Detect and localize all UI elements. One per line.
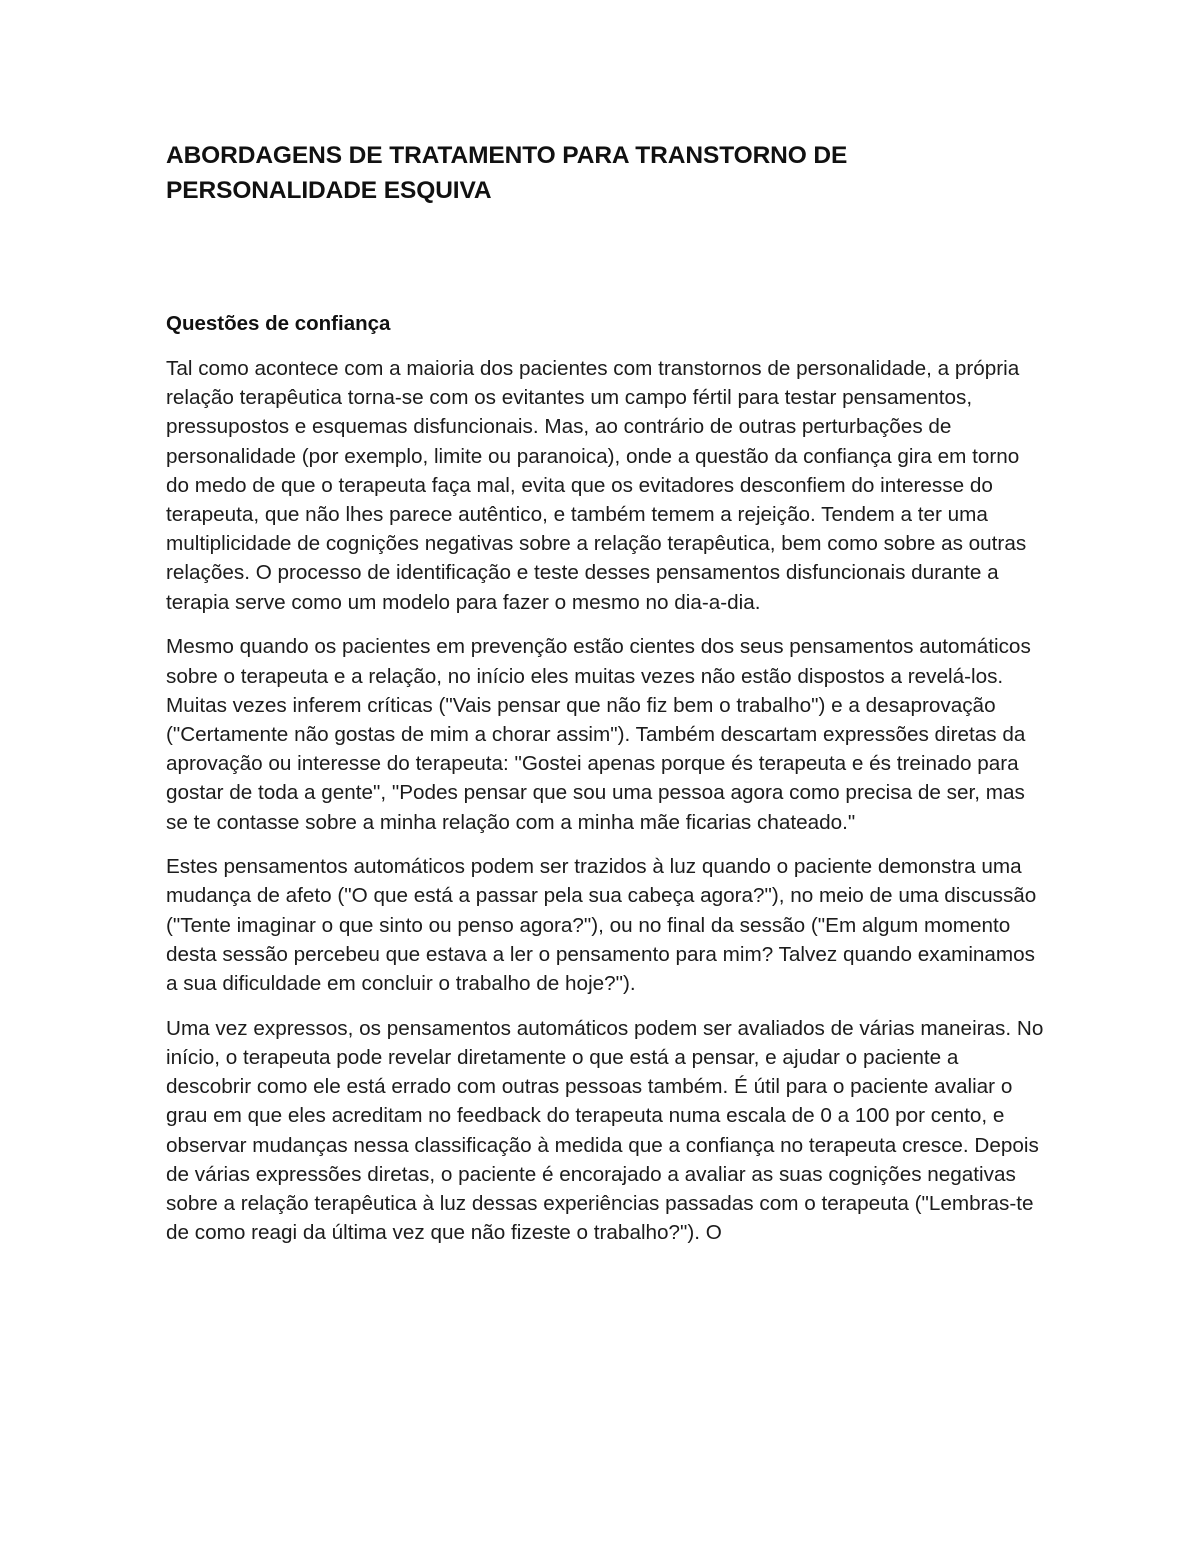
paragraph-2: Mesmo quando os pacientes em prevenção estão cientes dos seus pensamentos automáticos sobre o terapeuta e a relação, no início eles muitas vezes não estão dispostos a revelá-los. Muitas vezes inferem críticas ("Vais pensar que não fiz bem o trabalho") e a desaprovação ("Certamente não gostas de mim a chorar assim"). Também descartam expressões diretas da aprovação ou interesse do terapeuta: "Gostei apenas porque és terapeuta e és treinado para gostar de toda a gente", "Podes pensar que sou uma pessoa agora como precisa de ser, mas se te contasse sobre a minha relação com a minha mãe ficarias chateado." (166, 635, 1031, 834)
document-title-line-2: PERSONALIDADE ESQUIVA (166, 177, 492, 204)
paragraph-4: Uma vez expressos, os pensamentos automáticos podem ser avaliados de várias maneiras. No início, o terapeuta pode revelar diretamente o que está a pensar, e ajudar o paciente a descobrir como ele está errado com outras pessoas também. É útil para o paciente avaliar o grau em que eles acreditam no feedback do terapeuta numa escala de 0 a 100 por cento, e observar mudanças nessa classificação à medida que a confiança no terapeuta cresce. Depois de várias expressões diretas, o paciente é encorajado a avaliar as suas cognições negativas sobre a relação terapêutica à luz dessas experiências passadas com o terapeuta ("Lembras-te de como reagi da última vez que não fizeste o trabalho?"). O (166, 1016, 1044, 1245)
document-content (166, 138, 1046, 1247)
document-title (166, 138, 1046, 208)
section-heading: Questões de confiança (166, 312, 391, 335)
document-title-line-1: ABORDAGENS DE TRATAMENTO PARA TRANSTORNO DE (166, 142, 848, 169)
paragraph-3: Estes pensamentos automáticos podem ser trazidos à luz quando o paciente demonstra uma mudança de afeto ("O que está a passar pela sua cabeça agora?"), no meio de uma discussão ("Tente imaginar o que sinto ou penso agora?"), ou no final da sessão ("Em algum momento desta sessão percebeu que estava a ler o pensamento para mim? Talvez quando examinamos a sua dificuldade em concluir o trabalho de hoje?"). (166, 855, 1037, 996)
paragraph-1: Tal como acontece com a maioria dos pacientes com transtornos de personalidade, a própria relação terapêutica torna-se com os evitantes um campo fértil para testar pensamentos, pressupostos e esquemas disfuncionais. Mas, ao contrário de outras perturbações de personalidade (por exemplo, limite ou paranoica), onde a questão da confiança gira em torno do medo de que o terapeuta faça mal, evita que os evitadores desconfiem do interesse do terapeuta, que não lhes parece autêntico, e também temem a rejeição. Tendem a ter uma multiplicidade de cognições negativas sobre a relação terapêutica, bem como sobre as outras relações. O processo de identificação e teste desses pensamentos disfuncionais durante a terapia serve como um modelo para fazer o mesmo no dia-a-dia. (166, 357, 1027, 614)
